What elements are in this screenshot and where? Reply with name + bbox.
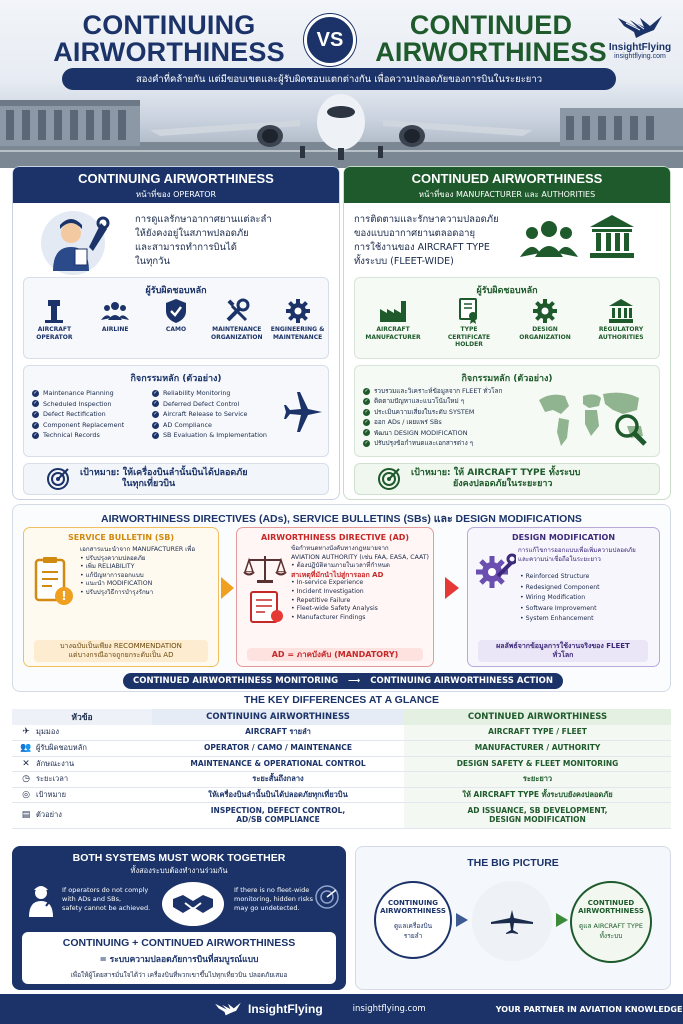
dm-item: • Software Improvement (520, 604, 597, 612)
technician-illustration (35, 209, 121, 275)
table-row: ✈ มุมมอง AIRCRAFT รายลำ AIRCRAFT TYPE / FLEET (12, 725, 671, 741)
target-icon: ◎ (22, 789, 30, 800)
continued-intro: การติดตามและรักษาความปลอดภัย ของแบบอากาศยานตลอดอายุ การใช้งานของ AIRCRAFT TYPE ทั้งระบบ (FLEET-WIDE) (354, 214, 499, 267)
shield-check-icon (165, 298, 187, 324)
building-icon (608, 298, 634, 324)
check-icon: ✓ (33, 400, 38, 407)
design-modification-card: DESIGN MODIFICATION การแก้ไขการออกแบบเพื่อเพิ่มความปลอดภัย และความน่าเชื่อถือในระยะยาว • Reinforced Structure • Redesigned Component • Wiring Modification • Software Improvement • System Enhancement ผลลัพธ์จากข้อมูลการใช้งานจริงของ FLEET ทั่วโลก (467, 527, 660, 667)
tools-icon (224, 298, 250, 324)
checklist-warning-icon (34, 556, 74, 608)
service-bulletin-card: SERVICE BULLETIN (SB) ! เอกสารแนะนำจาก MANUFACTURER เพื่อ • ปรับปรุงความปลอดภัย • เพิ่ม RELIABILITY • แก้ปัญหาการออกแบบ • แนะนำ MODIFICATION • ปรับปรุงวิธีการบำรุงรักษา บางฉบับเป็นเพียง RECOMMENDATION แต่บางกรณีอาจถูกยกระดับเป็น AD (23, 527, 219, 667)
activity-item: ✓ ปรับปรุงข้อกำหนดและเอกสารต่าง ๆ (364, 439, 474, 448)
people-icon (520, 219, 578, 259)
footer-bar (0, 994, 683, 1024)
resp-engineering: ENGINEERING & MAINTENANCE (268, 296, 328, 341)
activities-title: กิจกรรมหลัก (ตัวอย่าง) (130, 374, 222, 384)
target-icon (46, 467, 70, 491)
team-icon (101, 300, 129, 322)
table-row: 👥 ผู้รับผิดชอบหลัก OPERATOR / CAMO / MAINTENANCE MANUFACTURER / AUTHORITY (12, 741, 671, 757)
logo-url: insightflying.com (614, 53, 666, 60)
sb-item: • เพิ่ม RELIABILITY (80, 563, 135, 571)
title-continuing: CONTINUING AIRWORTHINESS (53, 10, 285, 67)
tower-icon (42, 298, 66, 324)
sb-item: • แนะนำ MODIFICATION (80, 580, 153, 588)
arrow-right-icon (445, 577, 459, 599)
activity-item: ✓ Technical Records (33, 431, 100, 440)
ad-cause-item: • Incident Investigation (291, 587, 364, 595)
table-row: ✕ ลักษณะงาน MAINTENANCE & OPERATIONAL CONTROL DESIGN SAFETY & FLEET MONITORING (12, 756, 671, 772)
gear-icon (285, 298, 311, 324)
ad-cause-item: • Fleet-wide Safety Analysis (291, 605, 378, 613)
check-icon: ✓ (364, 429, 369, 436)
responsibility-title: ผู้รับผิดชอบหลัก (145, 286, 207, 296)
clock-icon: ◷ (22, 774, 30, 784)
activity-item: ✓ พัฒนา DESIGN MODIFICATION (364, 428, 468, 437)
airworthiness-directive-card: AIRWORTHINESS DIRECTIVE (AD) ข้อกำหนดทางบังคับทางกฎหมายจาก AVIATION AUTHORITY (เช่น FAA, EASA, CAAT) • ต้องปฏิบัติตามภายในเวลาที่กำหนด สาเหตุที่มักนำไปสู่การออก AD • In-service Experience • Incident Investigation • Repetitive Failure • Fleet-wide Safety Analysis • Manufacturer Findings AD = ภาคบังคับ (MANDATORY) (236, 527, 434, 667)
target-icon (377, 467, 401, 491)
check-icon: ✓ (364, 408, 369, 415)
resp-aircraft-operator: AIRCRAFT OPERATOR (24, 296, 84, 341)
factory-icon (379, 299, 407, 323)
activities-col1 (32, 388, 150, 441)
check-icon: ✓ (33, 410, 38, 417)
resp-airline: AIRLINE (85, 296, 145, 341)
together-title: BOTH SYSTEMS MUST WORK TOGETHER (72, 852, 286, 864)
radar-icon (314, 884, 340, 914)
responsibility-title: ผู้รับผิดชอบหลัก (476, 286, 538, 296)
dm-item: • System Enhancement (520, 615, 594, 623)
resp-tc-holder: TYPE CERTIFICATE HOLDER (439, 296, 499, 349)
footer-url[interactable]: insightflying.com (352, 1004, 426, 1014)
differences-table (12, 709, 671, 829)
activity-item: ✓ SB Evaluation & Implementation (153, 431, 267, 440)
activity-item: ✓ Defect Rectification (33, 410, 106, 419)
check-icon: ✓ (153, 421, 158, 428)
footer-tagline: YOUR PARTNER IN AVIATION KNOWLEDGE (495, 1004, 683, 1014)
equation-box: CONTINUING + CONTINUED AIRWORTHINESS = ระบบความปลอดภัยการบินที่สมบูรณ์แบบ เพื่อให้ผู้โดยสารมั่นใจได้ว่า เครื่องบินที่พวกเขาขึ้นไปทุกเที่ยวบิน ปลอดภัยเสมอ (22, 932, 336, 984)
check-icon: ✓ (364, 439, 369, 446)
continuing-intro: การดูแลรักษาอากาศยานแต่ละลำ ให้ยังคงอยู่ในสภาพปลอดภัย และสามารถทำการบินได้ ในทุกวัน (135, 214, 272, 267)
continued-activities-box (354, 365, 660, 457)
activity-item: ✓ ออก ADs / เผยแพร่ SBs (364, 418, 442, 427)
header-subtitle: สองคำที่คล้ายกัน แต่มีขอบเขตและผู้รับผิดชอบแตกต่างกัน เพื่อความปลอดภัยของการบินในระยะยาว (62, 68, 616, 90)
table-row: ◷ ระยะเวลา ระยะสั้นถึงกลาง ระยะยาว (12, 772, 671, 788)
eagle-logo-icon (616, 14, 664, 40)
plane-icon: ✈ (22, 727, 30, 738)
logo-name: InsightFlying (608, 42, 672, 53)
tools-icon: ✕ (22, 758, 30, 769)
gear-wrench-icon (474, 550, 516, 592)
activities-col2 (152, 388, 272, 441)
monitoring-to-action-bar: CONTINUED AIRWORTHINESS MONITORING ⟶ CONTINUING AIRWORTHINESS ACTION (123, 673, 563, 689)
together-left-text: If operators do not comply with ADs and SBs, safety cannot be achieved. (62, 886, 151, 912)
continued-responsibility-box (354, 277, 660, 359)
ad-cause-item: • Manufacturer Findings (291, 613, 366, 621)
continuing-activities-box (23, 365, 329, 457)
table-header-row: หัวข้อ CONTINUING AIRWORTHINESS CONTINUED AIRWORTHINESS (12, 709, 671, 725)
resp-manufacturer: AIRCRAFT MANUFACTURER (363, 296, 423, 349)
dm-item: • Wiring Modification (520, 594, 586, 602)
arrow-right-icon (221, 577, 234, 599)
table-row: ◎ เป้าหมาย ให้เครื่องบินลำนั้นบินได้ปลอดภัยทุกเที่ยวบิน ให้ AIRCRAFT TYPE ทั้งระบบยังคงปลอดภัย (12, 787, 671, 803)
header (0, 0, 683, 168)
check-icon: ✓ (33, 389, 38, 396)
svg-text:!: ! (61, 589, 67, 603)
activity-item: ✓ Aircraft Release to Service (153, 410, 248, 419)
arrow-right-icon (556, 913, 568, 927)
people-icon: 👥 (20, 743, 32, 753)
activity-item: ✓ Scheduled Inspection (33, 399, 112, 408)
resp-camo: CAMO (146, 296, 206, 341)
activity-item: ✓ AD Compliance (153, 420, 212, 429)
check-icon: ✓ (153, 389, 158, 396)
world-map-magnifier-icon (535, 386, 655, 454)
continuing-circle: CONTINUING AIRWORTHINESS ดูแลเครื่องบิน รายลำ (374, 881, 452, 959)
check-icon: ✓ (364, 418, 369, 425)
activity-item: ✓ Reliability Monitoring (153, 389, 231, 397)
continued-panel (343, 166, 671, 500)
activity-item: ✓ ประเมินความเสี่ยงในระดับ SYSTEM (364, 407, 475, 416)
document-icon: ▤ (21, 810, 31, 821)
long-arrow-icon: ⟶ (348, 676, 361, 686)
dm-item: • Reinforced Structure (520, 573, 590, 580)
authority-building-icon (588, 213, 636, 261)
continuing-responsibility-box (23, 277, 329, 359)
sb-item: • ปรับปรุงวิธีการบำรุงรักษา (80, 588, 154, 596)
together-subtitle: ทั้งสองระบบต้องทำงานร่วมกัน (130, 866, 228, 875)
big-picture-title: THE BIG PICTURE (467, 857, 559, 869)
table-row: ▤ ตัวอย่าง INSPECTION, DEFECT CONTROL, AD/SB COMPLIANCE AD ISSUANCE, SB DEVELOPMENT, DESIGN MODIFICATION (12, 803, 671, 829)
together-right-text: If there is no fleet-wide monitoring, hidden risks may go undetected. (234, 886, 313, 912)
ad-cause-item: • Repetitive Failure (291, 596, 351, 604)
ad-sb-dm-section (12, 504, 671, 692)
check-icon: ✓ (153, 432, 158, 439)
footer-brand[interactable]: InsightFlying (248, 1002, 323, 1016)
resp-maintenance-org: MAINTENANCE ORGANIZATION (207, 296, 267, 341)
section-title: THE KEY DIFFERENCES AT A GLANCE (243, 694, 440, 706)
resp-authorities: REGULATORY AUTHORITIES (591, 296, 651, 349)
big-picture-box (355, 846, 671, 990)
center-plane-circle (472, 881, 552, 961)
activity-item: ✓ Deferred Defect Control (153, 399, 240, 408)
continued-goal: เป้าหมาย: ให้ AIRCRAFT TYPE ทั้งระบบ ยังคงปลอดภัยในระยะยาว (354, 463, 660, 495)
resp-design-org: DESIGN ORGANIZATION (515, 296, 575, 349)
activity-item: ✓ รวบรวมและวิเคราะห์ข้อมูลจาก FLEET ทั่วโลก (364, 387, 503, 395)
airplane-icon (489, 906, 535, 936)
continuing-panel-header: CONTINUING AIRWORTHINESS หน้าที่ของ OPERATOR (13, 167, 339, 203)
check-icon: ✓ (153, 400, 158, 407)
certificate-icon (458, 298, 480, 324)
continuing-panel (12, 166, 340, 500)
activity-item: ✓ Maintenance Planning (33, 389, 114, 397)
handshake-icon (171, 891, 215, 917)
check-icon: ✓ (364, 387, 369, 394)
check-icon: ✓ (364, 398, 369, 405)
scales-document-icon (243, 552, 289, 626)
brand-logo[interactable] (602, 14, 678, 60)
dm-footnote: ผลลัพธ์จากข้อมูลการใช้งานจริงของ FLEET ทั่วโลก (478, 640, 648, 662)
mechanic-icon (26, 884, 56, 918)
dm-item: • Redesigned Component (520, 583, 600, 591)
activities-list (363, 386, 533, 448)
vs-badge: VS (304, 14, 356, 66)
sb-footnote: บางฉบับเป็นเพียง RECOMMENDATION แต่บางกรณีอาจถูกยกระดับเป็น AD (34, 640, 208, 662)
arrow-right-icon (456, 913, 468, 927)
activity-item: ✓ Component Replacement (33, 420, 125, 429)
check-icon: ✓ (33, 421, 38, 428)
check-icon: ✓ (153, 410, 158, 417)
check-icon: ✓ (33, 432, 38, 439)
handshake-badge (162, 882, 224, 926)
ad-mandatory-note: AD = ภาคบังคับ (MANDATORY) (247, 648, 423, 661)
sb-item: • แก้ปัญหาการออกแบบ (80, 571, 144, 579)
eagle-logo-icon (214, 1001, 242, 1017)
gear-icon (532, 298, 558, 324)
ad-cause-item: • In-service Experience (291, 579, 364, 587)
section-title: AIRWORTHINESS DIRECTIVES (ADs), SERVICE BULLETINS (SBs) และ DESIGN MODIFICATIONS (101, 513, 582, 525)
sb-item: • ปรับปรุงความปลอดภัย (80, 554, 146, 562)
activity-item: ✓ ติดตามปัญหาและแนวโน้มใหม่ ๆ (364, 397, 465, 406)
continued-circle: CONTINUED AIRWORTHINESS ดูแล AIRCRAFT TYPE ทั้งระบบ (570, 881, 652, 963)
activities-title: กิจกรรมหลัก (ตัวอย่าง) (461, 374, 553, 384)
title-continued: CONTINUED AIRWORTHINESS (375, 10, 607, 67)
continuing-goal: เป้าหมาย: ให้เครื่องบินลำนั้นบินได้ปลอดภัย ในทุกเที่ยวบิน (23, 463, 329, 495)
key-differences-section (12, 694, 671, 842)
airport-scene-illustration (0, 90, 683, 168)
airplane-icon (280, 390, 324, 434)
continued-panel-header: CONTINUED AIRWORTHINESS หน้าที่ของ MANUFACTURER และ AUTHORITIES (344, 167, 670, 203)
work-together-box (12, 846, 346, 990)
